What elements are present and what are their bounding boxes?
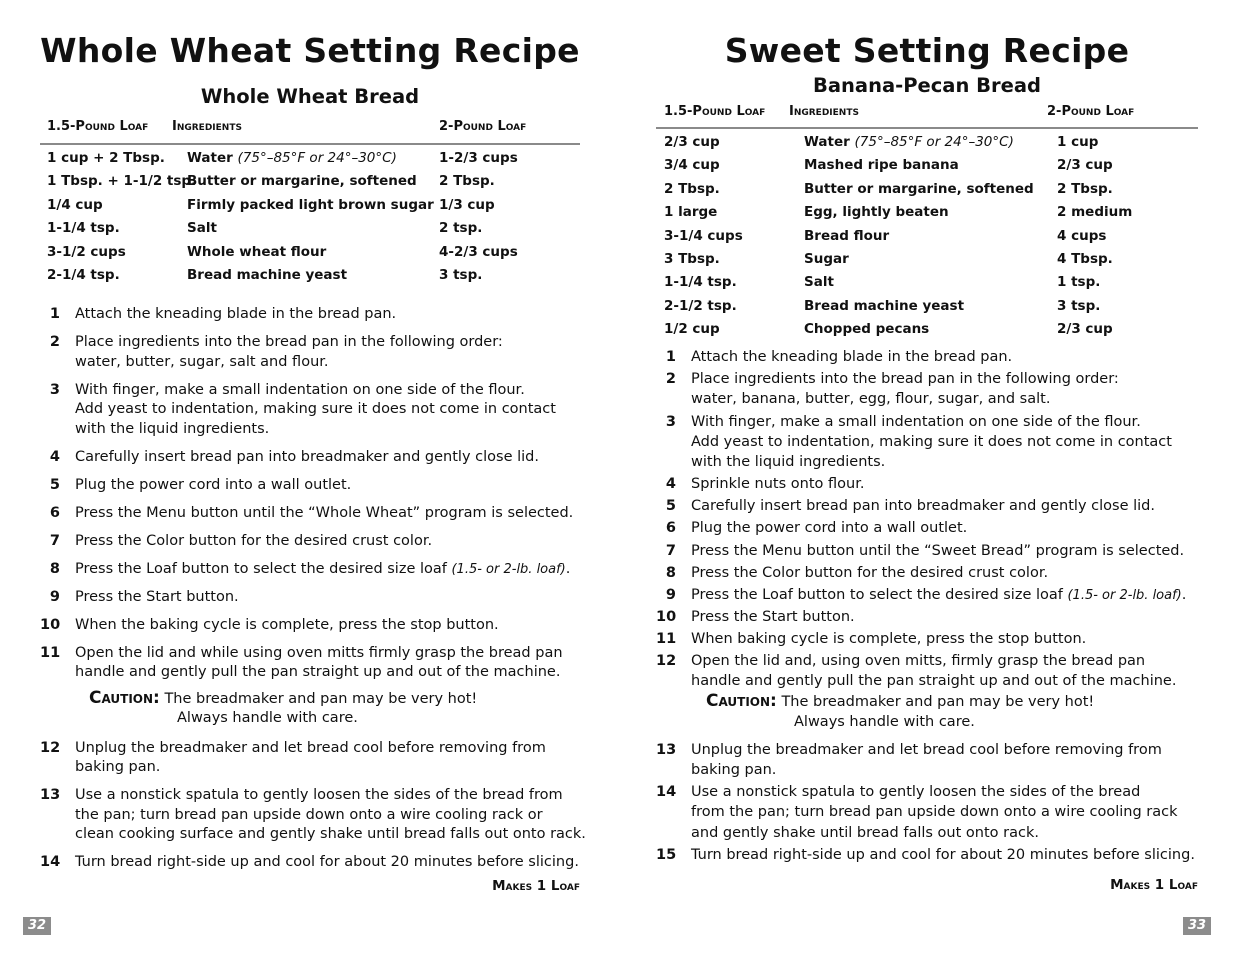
step-item [40,786,586,845]
page-number: 33 [1183,917,1211,935]
ingredient-label: Salt [187,220,217,237]
ingredient-row [40,173,580,195]
step-text [691,475,1198,495]
step-text [691,453,1198,473]
step-item [40,504,580,524]
header-small-loaf: 1.5-Pound Loaf [664,104,766,119]
ingredient-name [187,244,326,260]
step-number: 1 [49,306,60,322]
caution-line: The breadmaker and pan may be very hot! [781,694,1095,711]
step-line: Carefully insert bread pan into breadmaker and gently close lid. [75,448,539,465]
step-item [656,564,1198,584]
step-text [75,305,580,325]
ingredient-label: Water [187,150,233,166]
ingredient-label: Butter or margarine, softened [804,180,1034,197]
ingredient-name [804,321,929,337]
step-line: Add yeast to indentation, making sure it does not come in contact [691,433,1172,450]
ingredient-label: Sugar [804,251,849,267]
amount-large-loaf: 1 cup [1057,134,1099,150]
ingredient-row [40,220,580,242]
amount-large-loaf: 4 cups [1057,227,1107,244]
step-line: Plug the power cord into a wall outlet. [75,476,352,493]
step-item [40,616,580,636]
amount-large-loaf: 4-2/3 cups [439,243,518,260]
ingredient-row [656,228,1198,250]
step-number: 9 [49,588,60,605]
step-text [691,846,1198,866]
step-text [75,400,580,420]
recipe-title: Banana-Pecan Bread [813,74,1041,97]
step-note: (1.5- or 2-lb. loaf) [451,561,566,577]
header-divider [40,143,580,145]
amount-large-loaf: 4 Tbsp. [1057,251,1113,267]
step-text [75,786,580,806]
ingredient-label: Mashed ripe banana [804,157,959,174]
step-number: 7 [665,542,676,559]
step-line: clean cooking surface and gently shake until bread falls out onto rack. [75,826,586,842]
amount-large-loaf: 1-2/3 cups [439,150,518,166]
step-number: 9 [665,586,676,603]
header-small-loaf: 1.5-Pound Loaf [47,119,149,134]
step-line: Press the Menu button until the “Whole Wheat” program is selected. [75,504,574,521]
caution-note [706,692,1094,733]
amount-large-loaf: 1 tsp. [1057,274,1101,291]
step-text [691,741,1198,761]
ingredient-row [656,204,1198,226]
ingredient-name [804,274,834,290]
step-line: With finger, make a small indentation on one side of the flour. [75,381,525,398]
step-number: 6 [49,504,60,521]
step-line: Attach the kneading blade in the bread pan. [691,349,1013,365]
step-text [75,560,580,580]
step-number: 6 [665,520,676,537]
ingredient-row [656,134,1198,156]
header-divider [656,127,1198,129]
step-line: Press the Start button. [75,588,239,605]
step-text [75,806,580,826]
step-text [75,739,580,759]
step-line: Open the lid and while using oven mitts firmly grasp the bread pan [75,644,563,661]
step-item [656,741,1198,782]
ingredient-table-header [40,119,580,139]
ingredient-label: Firmly packed light brown sugar [187,196,434,213]
step-line: the pan; turn bread pan upside down onto a wire cooling rack or [75,806,543,823]
step-line: Carefully insert bread pan into breadmaker and gently close lid. [691,498,1155,515]
header-large-loaf: 2-Pound Loaf [439,119,527,134]
ingredient-label: Water [804,134,850,150]
caution-note [89,689,477,728]
amount-small-loaf: 1 Tbsp. + 1-1/2 tsp. [47,173,197,190]
step-text [75,644,580,664]
ingredient-row [656,157,1198,179]
step-text [691,824,1198,844]
step-line: handle and gently pull the pan straight up and out of the machine. [691,673,1177,690]
step-line: Press the Loaf button to select the desired size loaf [75,560,447,577]
ingredient-label: Whole wheat flour [187,243,327,260]
step-line: baking pan. [75,759,161,775]
step-text [691,803,1198,823]
page-title: Whole Wheat Setting Recipe [40,31,580,70]
step-item [656,846,1198,866]
step-item [656,652,1198,693]
step-number: 12 [656,653,677,669]
step-text [691,519,1198,539]
step-line: Unplug the breadmaker and let bread cool before removing from [75,739,546,756]
ingredient-name [187,267,347,283]
step-line: Press the Color button for the desired crust color. [691,564,1049,581]
amount-small-loaf: 3-1/4 cups [664,227,743,244]
ingredient-label: Chopped pecans [804,321,930,338]
step-number: 4 [49,448,60,465]
step-item [40,739,580,778]
step-line: water, butter, sugar, salt and flour. [75,353,329,370]
ingredient-label: Bread flour [804,227,890,244]
step-text [75,663,580,683]
amount-large-loaf: 1/3 cup [439,196,495,213]
amount-small-loaf: 2 Tbsp. [664,180,720,197]
step-item [656,630,1198,650]
ingredient-label: Salt [804,274,834,291]
step-line: Press the Loaf button to select the desired size loaf [691,586,1063,603]
step-number: 11 [40,644,61,661]
step-line: from the pan; turn bread pan upside down onto a wire cooling rack [691,804,1178,821]
step-item [40,333,580,372]
step-number: 14 [656,784,677,801]
step-item [656,475,1198,495]
ingredient-name [804,204,949,220]
step-text [691,542,1198,562]
ingredient-name [804,181,1034,197]
step-item [656,413,1198,474]
amount-small-loaf: 2-1/2 tsp. [664,297,737,314]
amount-small-loaf: 2/3 cup [664,134,720,150]
step-item [656,586,1198,606]
step-text [75,616,580,636]
step-number: 12 [40,739,61,756]
step-number: 13 [656,741,677,758]
ingredient-label: Bread machine yeast [187,267,348,283]
step-line: Press the Menu button until the “Sweet Bread” program is selected. [691,542,1185,559]
caution-line: The breadmaker and pan may be very hot! [164,691,478,707]
ingredient-name [187,173,417,189]
step-text [691,564,1198,584]
step-text [691,348,1198,368]
step-text [75,532,580,552]
step-item [40,476,580,496]
step-line: Attach the kneading blade in the bread pan. [75,306,397,322]
step-text [75,420,580,440]
ingredient-row [656,274,1198,296]
step-text [75,353,580,373]
amount-small-loaf: 1/4 cup [47,196,103,213]
amount-large-loaf: 2/3 cup [1057,157,1113,174]
step-text [75,476,580,496]
step-line: handle and gently pull the pan straight up and out of the machine. [75,664,561,680]
step-line: Add yeast to indentation, making sure it does not come in contact [75,401,556,417]
step-text [691,390,1198,410]
step-note: (1.5- or 2-lb. loaf) [1067,587,1182,603]
caution-label: Caution: [706,691,777,712]
amount-small-loaf: 1 cup + 2 Tbsp. [47,150,165,166]
step-number: 3 [665,413,676,430]
step-item [656,497,1198,517]
amount-small-loaf: 3 Tbsp. [664,251,720,267]
ingredient-label: Butter or margarine, softened [187,173,417,190]
step-number: 8 [49,560,60,577]
header-ingredients: Ingredients [789,104,859,119]
amount-small-loaf: 3-1/2 cups [47,243,126,260]
ingredient-row [40,197,580,219]
step-number: 8 [665,564,676,581]
amount-large-loaf: 2 tsp. [439,220,483,237]
step-item [40,853,580,873]
step-line: water, banana, butter, egg, flour, sugar, and salt. [691,391,1051,408]
step-line: with the liquid ingredients. [691,454,886,471]
ingredient-row [656,298,1198,320]
step-text [75,504,580,524]
step-line: Press the Start button. [691,608,855,625]
ingredient-name [187,150,397,166]
step-line: Use a nonstick spatula to gently loosen the sides of the bread [691,784,1141,801]
step-item [656,783,1198,844]
amount-large-loaf: 3 tsp. [439,267,483,283]
caution-line: Always handle with care. [794,713,975,730]
ingredient-name [804,157,959,173]
ingredient-name [804,134,1014,150]
step-text [691,586,1198,606]
ingredient-name [187,197,434,213]
step-number: 13 [40,787,61,803]
step-line: Sprinkle nuts onto flour. [691,476,865,493]
step-line: Turn bread right-side up and cool for about 20 minutes before slicing. [75,854,579,870]
amount-small-loaf: 1 large [664,204,718,221]
page-number: 32 [23,917,51,935]
step-item [656,370,1198,411]
step-text [75,448,580,468]
step-text [691,652,1198,672]
ingredient-row [40,244,580,266]
step-item [40,588,580,608]
ingredient-name [804,298,964,314]
amount-small-loaf: 1-1/4 tsp. [664,274,737,291]
step-item [40,381,580,440]
amount-small-loaf: 1/2 cup [664,321,720,338]
step-text [691,370,1198,390]
step-line: Place ingredients into the bread pan in the following order: [75,334,503,350]
step-text [691,433,1198,453]
ingredient-label: Bread machine yeast [804,297,965,314]
ingredient-note: (75°–85°F or 24°–30°C) [237,150,397,166]
step-tail: . [1181,586,1187,603]
step-text [691,497,1198,517]
step-line: Place ingredients into the bread pan in the following order: [691,371,1119,388]
step-number: 5 [49,476,60,493]
step-text [75,853,580,873]
step-line: Press the Color button for the desired crust color. [75,532,433,549]
header-ingredients: Ingredients [172,119,242,134]
step-text [691,630,1198,650]
step-number: 10 [40,616,61,633]
yield-label: Makes 1 Loaf [1110,877,1198,893]
step-line: and gently shake until bread falls out onto rack. [691,824,1039,841]
step-text [691,761,1198,781]
right-page [656,0,1198,954]
yield-label: Makes 1 Loaf [492,878,580,894]
step-item [40,532,580,552]
step-text [691,672,1198,692]
ingredient-name [187,220,217,236]
step-item [656,542,1198,562]
step-number: 15 [656,846,677,863]
step-line: Use a nonstick spatula to gently loosen the sides of the bread from [75,787,563,803]
step-tail: . [565,560,571,577]
step-number: 3 [49,381,60,398]
step-number: 11 [656,630,677,647]
amount-large-loaf: 2/3 cup [1057,321,1113,338]
header-large-loaf: 2-Pound Loaf [1047,104,1135,119]
amount-large-loaf: 2 Tbsp. [1057,180,1113,197]
ingredient-row [40,267,580,289]
ingredient-label: Egg, lightly beaten [804,204,949,221]
step-text [691,783,1198,803]
ingredient-row [656,251,1198,273]
step-number: 4 [665,476,676,493]
caution-line: Always handle with care. [177,709,358,726]
amount-small-loaf: 1-1/4 tsp. [47,220,120,237]
step-line: When the baking cycle is complete, press the stop button. [75,616,499,633]
step-line: Open the lid and, using oven mitts, firmly grasp the bread pan [691,653,1146,669]
recipe-title: Whole Wheat Bread [200,85,420,108]
amount-small-loaf: 3/4 cup [664,157,720,174]
caution-label: Caution: [89,688,160,708]
ingredient-row [656,321,1198,343]
step-text [75,333,580,353]
step-number: 7 [49,532,60,549]
step-item [40,644,580,683]
amount-small-loaf: 2-1/4 tsp. [47,267,120,283]
amount-large-loaf: 3 tsp. [1057,297,1101,314]
step-text [75,758,580,778]
step-line: Plug the power cord into a wall outlet. [691,520,968,537]
ingredient-row [40,150,580,172]
ingredient-name [804,251,849,267]
step-text [75,588,580,608]
step-text [691,413,1198,433]
step-number: 10 [656,608,677,625]
step-line: Turn bread right-side up and cool for about 20 minutes before slicing. [691,846,1195,863]
step-item [40,560,580,580]
step-number: 2 [665,371,676,388]
step-line: When baking cycle is complete, press the stop button. [691,630,1087,647]
amount-large-loaf: 2 medium [1057,204,1133,221]
amount-large-loaf: 2 Tbsp. [439,173,495,190]
step-item [40,448,580,468]
page-title: Sweet Setting Recipe [724,31,1130,70]
step-item [656,608,1198,628]
step-number: 2 [49,334,60,350]
step-line: with the liquid ingredients. [75,420,270,437]
step-item [656,348,1198,368]
left-page [40,0,586,954]
step-item [40,305,580,325]
step-line: baking pan. [691,762,777,779]
step-line: With finger, make a small indentation on one side of the flour. [691,413,1141,430]
step-text [75,825,586,845]
ingredient-row [656,181,1198,203]
step-text [691,608,1198,628]
ingredient-name [804,228,889,244]
step-number: 14 [40,854,61,870]
step-number: 5 [665,498,676,515]
ingredient-note: (75°–85°F or 24°–30°C) [854,134,1014,150]
step-number: 1 [665,349,676,365]
step-line: Unplug the breadmaker and let bread cool before removing from [691,741,1162,758]
step-item [656,519,1198,539]
step-text [75,381,580,401]
ingredient-table-header [656,104,1198,124]
